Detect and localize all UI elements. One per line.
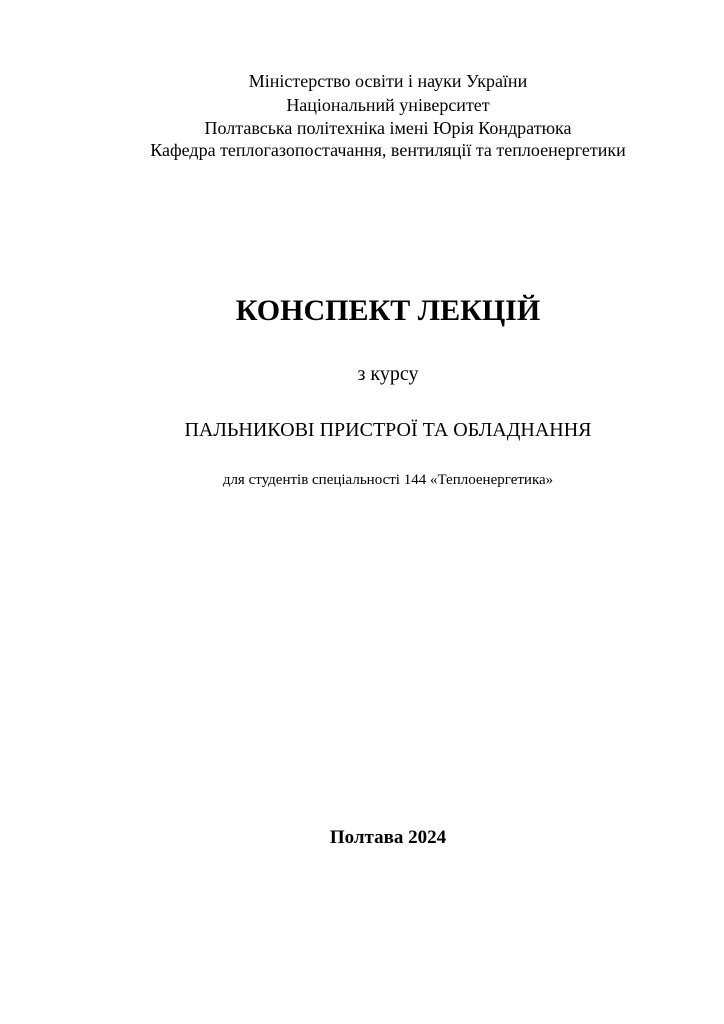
university-type: Національний університет (286, 95, 490, 115)
course-name: ПАЛЬНИКОВІ ПРИСТРОЇ ТА ОБЛАДНАННЯ (184, 419, 592, 441)
course-prefix: з курсу (357, 363, 419, 385)
document-title: КОНСПЕКТ ЛЕКЦІЙ (235, 294, 541, 327)
place-and-year: Полтава 2024 (329, 827, 447, 848)
audience-note: для студентів спеціальності 144 «Теплоенергетика» (222, 472, 554, 488)
department-name: Кафедра теплогазопостачання, вентиляції та теплоенергетики (150, 140, 626, 160)
university-name: Полтавська політехніка імені Юрія Кондратюка (204, 118, 572, 138)
ministry-name: Міністерство освіти і науки України (248, 71, 528, 91)
